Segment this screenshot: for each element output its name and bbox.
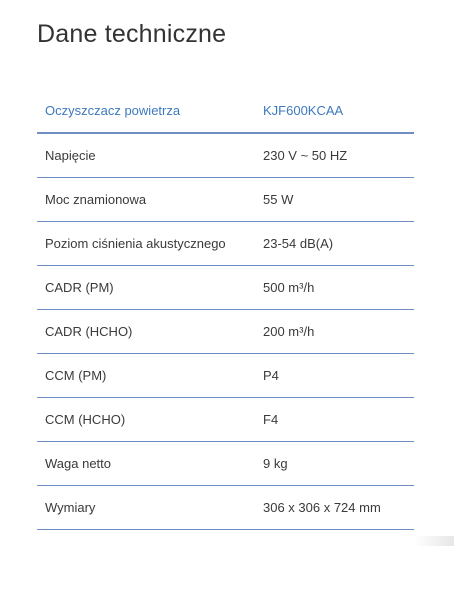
spec-row-voltage [37, 134, 414, 178]
page-title: Dane techniczne [37, 20, 227, 48]
spec-label: Napięcie [45, 148, 96, 163]
spec-label: CADR (PM) [45, 280, 114, 295]
spec-row-cadr-pm [37, 266, 414, 310]
spec-row-weight [37, 442, 414, 486]
spec-label: CCM (HCHO) [45, 412, 126, 427]
spec-row-dimensions [37, 486, 414, 530]
spec-label: CCM (PM) [45, 368, 107, 383]
spec-label: Waga netto [45, 456, 112, 471]
spec-row-ccm-hcho [37, 398, 414, 442]
spec-row-power [37, 178, 414, 222]
spec-value: 306 x 306 x 724 mm [263, 500, 381, 515]
spec-value: 230 V ~ 50 HZ [263, 148, 348, 163]
spec-row-noise [37, 222, 414, 266]
spec-value: P4 [263, 368, 279, 383]
spec-value: F4 [263, 412, 279, 427]
spec-label: Poziom ciśnienia akustycznego [45, 236, 226, 251]
spec-value: 200 m³/h [263, 324, 315, 339]
spec-row-ccm-pm [37, 354, 414, 398]
spec-value: KJF600KCAA [263, 103, 344, 118]
spec-label: Moc znamionowa [45, 192, 147, 207]
edge-shadow [414, 536, 454, 546]
spec-label: Wymiary [45, 500, 96, 515]
spec-value: 55 W [263, 192, 294, 207]
spec-label: Oczyszczacz powietrza [45, 103, 181, 118]
spec-table [37, 89, 414, 530]
spec-label: CADR (HCHO) [45, 324, 133, 339]
spec-value: 23-54 dB(A) [263, 236, 334, 251]
spec-row-product [37, 89, 414, 134]
spec-row-cadr-hcho [37, 310, 414, 354]
spec-value: 500 m³/h [263, 280, 315, 295]
spec-value: 9 kg [263, 456, 288, 471]
